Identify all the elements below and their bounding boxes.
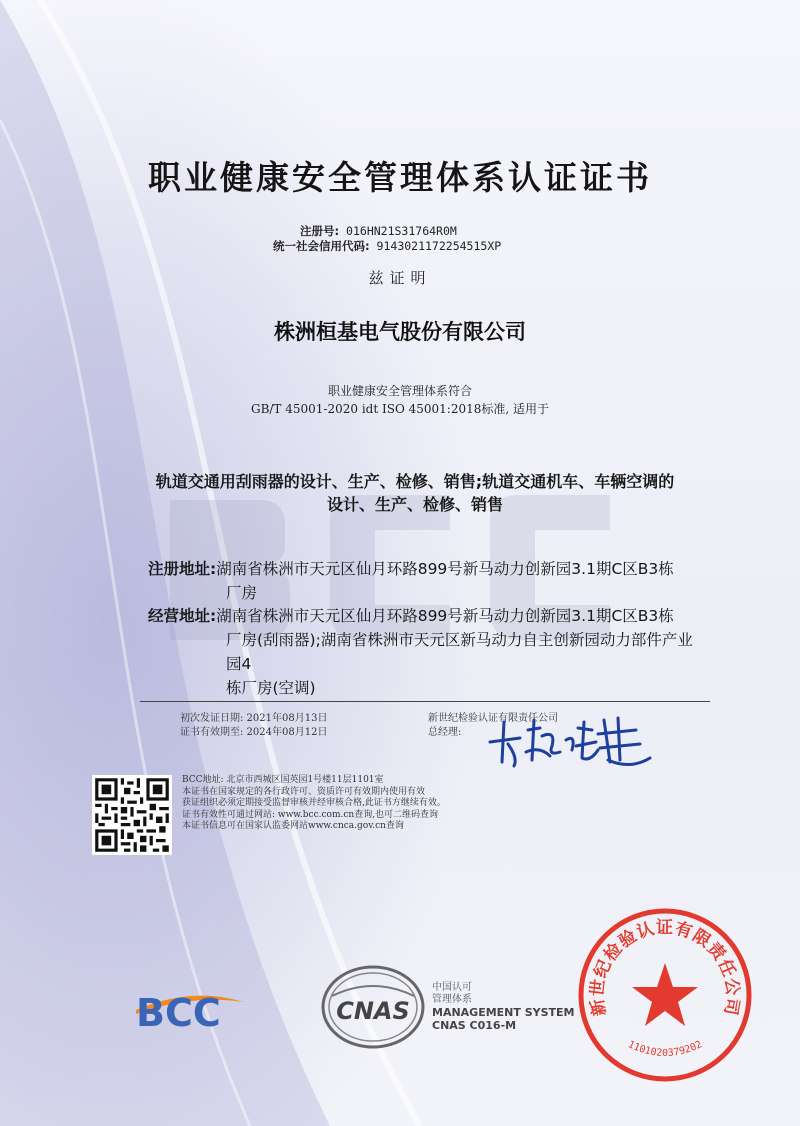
company-name: 株洲桓基电气股份有限公司 — [274, 320, 526, 344]
registered-address-label: 注册地址: — [148, 560, 217, 578]
bcc-logo — [132, 980, 247, 1030]
hereby-certify: 兹证明 — [368, 269, 432, 287]
note-line: 获证组织必须定期接受监督审核并经审核合格,此证书方继续有效。 — [182, 798, 446, 809]
registered-address-line-1: 湖南省株洲市天元区仙月环路899号新马动力创新园3.1期C区B3栋 — [216, 560, 674, 578]
certificate-title: 职业健康安全管理体系认证证书 — [148, 158, 652, 197]
svg-text:1101020379202: 1101020379202 — [626, 1039, 704, 1059]
issue-date: 初次发证日期: 2021年08月13日 — [180, 713, 328, 724]
conformity-line-1: 职业健康安全管理体系符合 — [327, 384, 472, 398]
svg-text:BCC: BCC — [136, 991, 221, 1030]
svg-text:CNAS: CNAS — [336, 997, 410, 1025]
cnas-cn-line-1: 中国认可 — [432, 982, 472, 993]
note-line: 本证书信息可在国家认监委网站www.cnca.gov.cn查询 — [182, 821, 404, 832]
general-manager-label: 总经理: — [428, 727, 462, 738]
registered-address — [148, 557, 708, 605]
cnas-logo — [318, 962, 428, 1052]
conformity-statement — [0, 382, 800, 418]
scope-line-1: 轨道交通用刮雨器的设计、生产、检修、销售;轨道交通机车、车辆空调的 — [155, 472, 675, 491]
credit-code-value: 9143021172254515XP — [376, 239, 502, 253]
registration-number-label: 注册号: — [300, 224, 340, 238]
scope-line-2: 设计、生产、检修、销售 — [326, 495, 503, 514]
valid-until: 证书有效期至: 2024年08月12日 — [180, 727, 328, 738]
registration-number-value: 016HN21S31764R0M — [346, 224, 457, 238]
business-address-label: 经营地址: — [148, 607, 217, 625]
business-address — [148, 604, 708, 700]
business-address-line-3: 栋厂房(空调) — [226, 679, 316, 697]
certificate-dates — [180, 712, 327, 740]
signature-image — [480, 700, 660, 780]
certificate-notes — [182, 775, 482, 833]
official-seal — [575, 905, 755, 1085]
cnas-en-line-1: MANAGEMENT SYSTEM — [432, 1006, 575, 1019]
credit-code — [273, 239, 501, 254]
certification-scope — [140, 470, 690, 516]
business-address-line-2: 厂房(刮雨器);湖南省株洲市天元区新马动力自主创新园动力部件产业园4 — [226, 631, 693, 673]
note-line: 本证书在国家规定的各行政许可、资质许可有效期内使用有效 — [182, 786, 426, 797]
svg-text:新世纪检验认证有限责任公司: 新世纪检验认证有限责任公司 — [587, 918, 743, 1018]
registered-address-line-2: 厂房 — [226, 584, 258, 602]
note-line: BCC地址: 北京市西城区国英园1号楼11层1101室 — [182, 775, 384, 785]
qr-code[interactable] — [92, 775, 172, 855]
note-line: 证书有效性可通过网站: www.bcc.com.cn查询,也可二维码查询 — [182, 809, 439, 820]
conformity-line-2: GB/T 45001-2020 idt ISO 45001:2018标准, 适用于 — [250, 402, 549, 416]
credit-code-label: 统一社会信用代码: — [273, 239, 370, 253]
cnas-en-line-2: CNAS C016-M — [432, 1019, 517, 1032]
registration-number — [300, 224, 457, 239]
cnas-cn-line-2: 管理体系 — [432, 994, 472, 1005]
business-address-line-1: 湖南省株洲市天元区仙月环路899号新马动力创新园3.1期C区B3栋 — [216, 607, 674, 625]
issuer-org: 新世纪检验认证有限责任公司 — [428, 713, 558, 724]
cnas-accreditation-text — [432, 982, 575, 1032]
